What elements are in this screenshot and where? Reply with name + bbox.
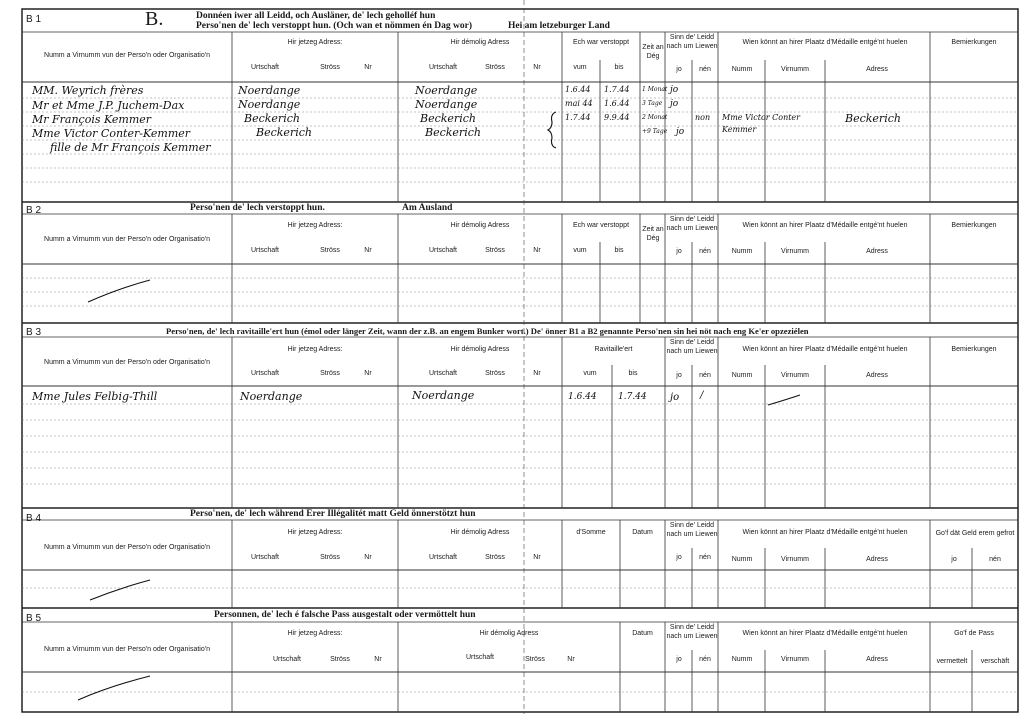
section-b2-id: B 2 bbox=[26, 205, 42, 216]
b5-h-name: Numm a Virnumm vun der Perso'n oder Organisatio'n bbox=[44, 646, 210, 653]
b5-h-date: Datum bbox=[632, 630, 653, 637]
b1-row2-to: 1.6.44 bbox=[604, 99, 630, 108]
b1-row5-name: fille de Mr François Kemmer bbox=[50, 141, 211, 154]
b3-h-remarks: Bemierkungen bbox=[951, 346, 997, 353]
b4-title: Perso'nen, de' lech während Erer Illégalitét matt Geld önnerstötzt hun bbox=[190, 509, 476, 519]
b1-row1-to: 1.7.44 bbox=[604, 85, 630, 94]
b2-h-alive: Sinn de' Leidd nach um Liewen bbox=[666, 216, 718, 232]
b5-h-pass: Go'f de Pass bbox=[954, 630, 994, 637]
b2-h-nr1: Nr bbox=[364, 247, 372, 254]
b5-h-address: Adress bbox=[866, 656, 888, 663]
b5-h-firstname: Virnumm bbox=[781, 656, 809, 663]
b1-row4-days: +9 Tage bbox=[642, 128, 668, 135]
b1-h-nr2: Nr bbox=[533, 64, 541, 71]
b2-h-street1: Ströss bbox=[320, 247, 340, 254]
b4-h-sum: d'Somme bbox=[576, 529, 606, 536]
b1-h-hidden: Ech war verstoppt bbox=[572, 39, 630, 46]
b5-h-town1: Urtschaft bbox=[272, 656, 301, 663]
b1-row1-name: MM. Weyrich frères bbox=[32, 84, 144, 97]
b5-h-town2: Urtschaft bbox=[465, 654, 494, 661]
b1-row3-name: Mr François Kemmer bbox=[32, 113, 152, 126]
b2-h-town2: Urtschaft bbox=[428, 247, 457, 254]
b1-row1-days: 1 Monat bbox=[642, 86, 668, 93]
b5-title: Personnen, de' lech é falsche Pass ausgestalt oder vermöttelt hun bbox=[214, 610, 476, 620]
section-b3-id: B 3 bbox=[26, 327, 42, 338]
b2-title: Perso'nen de' lech verstoppt hun. bbox=[190, 203, 325, 213]
section-b1-id: B 1 bbox=[26, 14, 42, 25]
b5-h-medal: Wien könnt an hirer Plaatz d'Médaille entgé'nt huelen bbox=[742, 630, 908, 637]
b1-h-yes: jo bbox=[676, 66, 682, 73]
b1-row3-from: 1.7.44 bbox=[565, 113, 591, 122]
b4-h-name: Numm a Virnumm vun der Perso'n oder Organisatio'n bbox=[44, 544, 210, 551]
b1-row3-no: non bbox=[695, 113, 711, 122]
b3-h-current: Hir jetzeg Adress: bbox=[287, 346, 343, 353]
b1-row3-medal: Mme Victor Conter Kemmer bbox=[722, 113, 800, 134]
b1-row3-days: 2 Monat bbox=[642, 114, 668, 121]
b1-row1-yes: jo bbox=[670, 85, 679, 95]
b3-h-street1: Ströss bbox=[320, 370, 340, 377]
b1-row1-cur: Noerdange bbox=[238, 84, 301, 97]
b1-row3-to: 9.9.44 bbox=[604, 113, 630, 122]
b5-h-former: Hir démolig Adress bbox=[479, 630, 539, 637]
b3-h-from: vum bbox=[583, 370, 597, 377]
b2-h-firstname: Virnumm bbox=[781, 248, 809, 255]
b1-row4-yes: jo bbox=[676, 127, 685, 137]
b1-h-current: Hir jetzeg Adress: bbox=[287, 39, 343, 46]
b1-h-surname: Numm bbox=[731, 66, 753, 73]
b4-h-gave-money: Go'f dät Geld erem gefrot bbox=[935, 530, 1015, 537]
b4-h-money-no: nén bbox=[989, 556, 1001, 563]
b1-row2-cur: Noerdange bbox=[238, 98, 301, 111]
b3-row1-name: Mme Jules Felbig-Thill bbox=[32, 390, 158, 403]
b4-h-town2: Urtschaft bbox=[428, 554, 457, 561]
b4-h-street1: Ströss bbox=[320, 554, 340, 561]
form-letter: B. bbox=[145, 8, 164, 30]
b1-h-town1: Urtschaft bbox=[250, 64, 279, 71]
b4-h-current: Hir jetzeg Adress: bbox=[287, 529, 343, 536]
b2-h-former: Hir démolig Adress bbox=[450, 222, 510, 229]
b1-row2-days: 3 Tage bbox=[642, 100, 663, 107]
b4-h-address: Adress bbox=[866, 556, 888, 563]
b4-h-nr1: Nr bbox=[364, 554, 372, 561]
b3-row1-from: 1.6.44 bbox=[568, 392, 597, 402]
b2-h-medal: Wien könnt an hirer Plaatz d'Médaille entgé'nt huelen bbox=[742, 222, 908, 229]
b1-h-no: nén bbox=[699, 66, 711, 73]
b2-h-remarks: Bemierkungen bbox=[951, 222, 997, 229]
b1-row2-prev: Noerdange bbox=[415, 98, 478, 111]
b5-h-nr1: Nr bbox=[374, 656, 382, 663]
b3-h-name: Numm a Virnumm vun der Perso'n oder Organisatio'n bbox=[44, 359, 210, 366]
b3-h-address: Adress bbox=[866, 372, 888, 379]
b2-h-street2: Ströss bbox=[485, 247, 505, 254]
b1-h-nr1: Nr bbox=[364, 64, 372, 71]
b2-h-name: Numm a Virnumm vun der Perso'n oder Organisatio'n bbox=[44, 236, 210, 243]
b2-h-no: nén bbox=[699, 248, 711, 255]
b1-h-to: bis bbox=[614, 64, 624, 71]
b1-h-days: Zeit an Dég bbox=[642, 44, 664, 60]
b1-row1-from: 1.6.44 bbox=[565, 85, 591, 94]
b3-h-medal: Wien könnt an hirer Plaatz d'Médaille entgé'nt huelen bbox=[742, 346, 908, 353]
b3-h-alive: Sinn de' Leidd nach um Liewen bbox=[666, 339, 718, 355]
b1-h-from: vum bbox=[573, 64, 587, 71]
b3-row1-to: 1.7.44 bbox=[618, 392, 647, 402]
b3-title: Perso'nen, de' lech ravitaille'ert hun (émol oder länger Zeit, wann der z.B. an engem Bunker wort.) De' önner B1 a B2 genannte Perso'nen sin hei nöt nach eng Ke'er opzeziélen bbox=[166, 326, 809, 336]
b3-h-supplied: Ravitaille'ert bbox=[594, 346, 633, 353]
b2-h-current: Hir jetzeg Adress: bbox=[287, 222, 343, 229]
b3-h-yes: jo bbox=[676, 372, 682, 379]
b1-row3-prev: Beckerich bbox=[420, 112, 476, 125]
b1-row1-prev: Noerdange bbox=[415, 84, 478, 97]
b5-h-street2: Ströss bbox=[525, 656, 545, 663]
b4-h-medal: Wien könnt an hirer Plaatz d'Médaille entgé'nt huelen bbox=[742, 529, 908, 536]
b1-row3-medal-addr: Beckerich bbox=[845, 112, 901, 125]
b3-h-former: Hir démolig Adress bbox=[450, 346, 510, 353]
b2-h-nr2: Nr bbox=[533, 247, 541, 254]
b2-title-right: Am Ausland bbox=[402, 203, 453, 213]
b4-h-yes: jo bbox=[676, 554, 682, 561]
b2-h-address: Adress bbox=[866, 248, 888, 255]
b2-h-hidden: Ech war verstoppt bbox=[572, 222, 630, 229]
b2-h-from: vum bbox=[573, 247, 587, 254]
b3-row1-cur: Noerdange bbox=[240, 390, 303, 403]
b3-h-firstname: Virnumm bbox=[781, 372, 809, 379]
b3-h-nr2: Nr bbox=[533, 370, 541, 377]
b2-h-town1: Urtschaft bbox=[250, 247, 279, 254]
b4-h-surname: Numm bbox=[731, 556, 753, 563]
b1-title-line2: Perso'nen de' lech verstoppt hun. (Och wan et nömmen én Dag wor) bbox=[196, 21, 473, 31]
b3-row1-yes: jo bbox=[670, 392, 680, 403]
b2-h-to: bis bbox=[614, 247, 624, 254]
b1-h-street2: Ströss bbox=[485, 64, 505, 71]
b4-h-money-yes: jo bbox=[951, 556, 957, 563]
b5-h-nr2: Nr bbox=[567, 656, 575, 663]
b4-h-firstname: Virnumm bbox=[781, 556, 809, 563]
b1-title-right: Hei am letzeburger Land bbox=[508, 21, 610, 31]
b1-row3-cur: Beckerich bbox=[244, 112, 300, 125]
b3-row1-prev: Noerdange bbox=[412, 389, 475, 402]
b5-h-surname: Numm bbox=[731, 656, 753, 663]
b1-h-remarks: Bemierkungen bbox=[951, 39, 997, 46]
b1-h-name: Numm a Virnumm vun der Perso'n oder Organisatio'n bbox=[44, 52, 210, 59]
b3-h-to: bis bbox=[628, 370, 638, 377]
b5-h-current: Hir jetzeg Adress: bbox=[287, 630, 343, 637]
b3-row1-no: / bbox=[700, 390, 704, 401]
b5-h-forged: verschäft bbox=[980, 658, 1010, 665]
b5-h-no: nén bbox=[699, 656, 711, 663]
b1-h-firstname: Virnumm bbox=[781, 66, 809, 73]
b4-h-former: Hir démolig Adress bbox=[450, 529, 510, 536]
b1-h-medal: Wien könnt an hirer Plaatz d'Médaille entgé'nt huelen bbox=[742, 39, 908, 46]
b3-h-town2: Urtschaft bbox=[428, 370, 457, 377]
b2-h-days: Zeit an Dég bbox=[642, 226, 664, 242]
section-b5-id: B 5 bbox=[26, 613, 42, 624]
b3-h-nr1: Nr bbox=[364, 370, 372, 377]
b1-row4-name: Mme Victor Conter-Kemmer bbox=[32, 127, 191, 140]
b2-h-surname: Numm bbox=[731, 248, 753, 255]
b4-h-no: nén bbox=[699, 554, 711, 561]
b1-h-alive: Sinn de' Leidd nach um Liewen bbox=[666, 34, 718, 50]
b1-h-town2: Urtschaft bbox=[428, 64, 457, 71]
b5-h-issued: vermettelt bbox=[936, 658, 968, 665]
b1-row4-prev: Beckerich bbox=[425, 126, 481, 139]
b4-h-date: Datum bbox=[632, 529, 653, 536]
b3-h-surname: Numm bbox=[731, 372, 753, 379]
b1-h-street1: Ströss bbox=[320, 64, 340, 71]
b3-h-street2: Ströss bbox=[485, 370, 505, 377]
b5-h-alive: Sinn de' Leidd nach um Liewen bbox=[666, 624, 718, 640]
b3-h-no: nén bbox=[699, 372, 711, 379]
b2-h-yes: jo bbox=[676, 248, 682, 255]
b5-h-street1: Ströss bbox=[330, 656, 350, 663]
b4-h-nr2: Nr bbox=[533, 554, 541, 561]
b4-h-street2: Ströss bbox=[485, 554, 505, 561]
b1-row2-name: Mr et Mme J.P. Juchem-Dax bbox=[32, 99, 185, 112]
b1-row2-yes: jo bbox=[670, 99, 679, 109]
b4-h-town1: Urtschaft bbox=[250, 554, 279, 561]
section-b4-id: B 4 bbox=[26, 513, 42, 524]
b1-h-former: Hir démolig Adress bbox=[450, 39, 510, 46]
b1-row2-from: mai 44 bbox=[565, 99, 593, 108]
b3-h-town1: Urtschaft bbox=[250, 370, 279, 377]
b1-row4-cur: Beckerich bbox=[256, 126, 312, 139]
b4-h-alive: Sinn de' Leidd nach um Liewen bbox=[666, 522, 718, 538]
b1-title-line1: Donnéen iwer all Leidd, och Ausläner, de' lech geholléf hun bbox=[196, 11, 436, 21]
b1-h-address: Adress bbox=[866, 66, 888, 73]
b5-h-yes: jo bbox=[676, 656, 682, 663]
